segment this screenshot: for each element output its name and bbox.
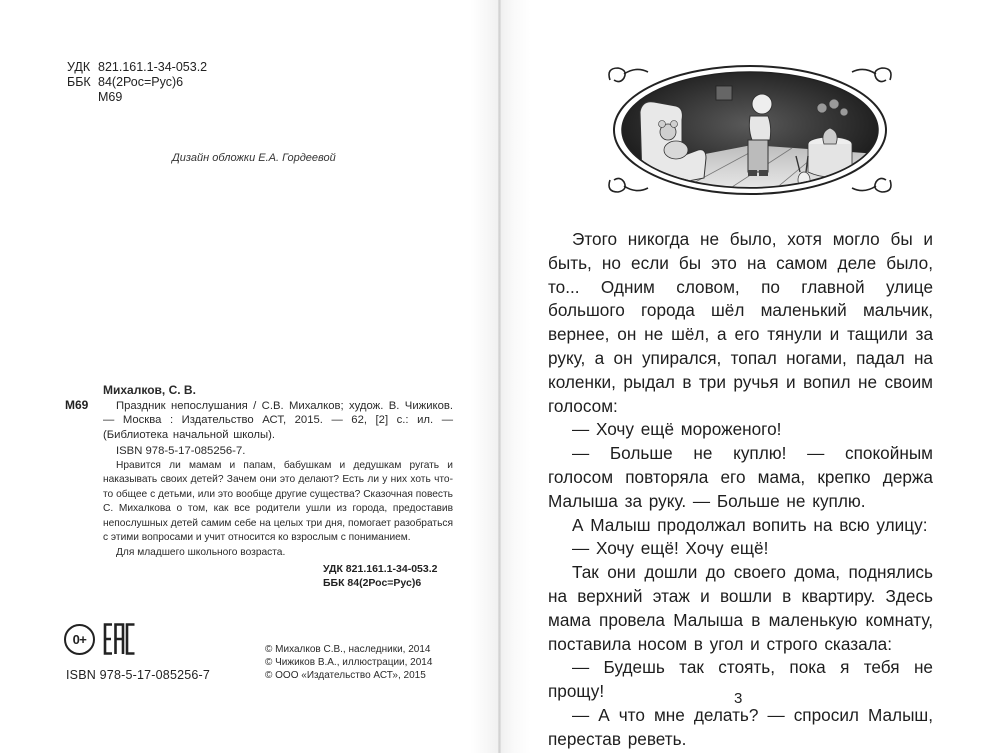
isbn: ISBN 978-5-17-085256-7 xyxy=(66,668,211,682)
page-number: 3 xyxy=(734,690,743,707)
catalog-card xyxy=(103,383,453,459)
catalog-codes-bold xyxy=(323,563,437,590)
author-mark: М69 xyxy=(98,90,123,104)
author-mark-row xyxy=(67,90,207,105)
catalog-udk: УДК 821.161.1-34-053.2 xyxy=(323,563,438,575)
copyright-line: © Михалков С.В., наследники, 2014 xyxy=(265,644,431,655)
eac-conformity-icon xyxy=(103,623,137,655)
catalog-code: М69 xyxy=(65,398,89,412)
annotation xyxy=(103,459,453,561)
bbk-row xyxy=(67,75,207,90)
udk-row xyxy=(67,60,207,75)
catalog-isbn: ISBN 978-5-17-085256-7. xyxy=(116,445,246,457)
annotation-text: Нравится ли мамам и папам, бабушкам и дедушкам ругать и наказывать своих детей? Зачем они это делают? Есть ли у них хоть что-то общее с детьми, или это вообще другие существа? Сказочная повесть С. Михалкова о том, как все родители ушли из города, предоставив непослушных детей самим себе на целых три дня, помогает разобраться с этими вопросами и учит относится ко взрослым с пониманием. xyxy=(103,460,453,544)
catalog-bbk: ББК 84(2Рос=Рус)6 xyxy=(323,576,422,589)
age-rating-badge xyxy=(64,624,95,655)
empty-key xyxy=(67,90,98,105)
certification-marks xyxy=(64,623,137,655)
udk-value: 821.161.1-34-053.2 xyxy=(98,60,208,74)
story-paragraph: — Хочу ещё! Хочу ещё! xyxy=(572,538,769,559)
story-paragraph: Так они дошли до своего дома, поднялись на верхний этаж и вошли в квартиру. Здесь мама провела Малыша в маленькую комнату, поставила носом в угол и строго сказала: xyxy=(548,562,933,654)
copyright-line: © Чижиков В.А., иллюстрации, 2014 xyxy=(265,657,433,668)
age-rating-text: 0+ xyxy=(72,631,87,647)
copyright-line: © ООО «Издательство АСТ», 2015 xyxy=(265,670,426,681)
story-paragraph: — Хочу ещё мороженого! xyxy=(572,419,782,440)
cover-design-credit: Дизайн обложки Е.А. Гордеевой xyxy=(172,152,336,164)
catalog-entry: Праздник непослушания / С.В. Михалков; худож. В. Чижиков. — Москва : Издательство АСТ, 2015. — 62, [2] с.: ил. — (Библиотека начальной школы). xyxy=(103,399,453,441)
bbk-value: 84(2Рос=Рус)6 xyxy=(98,75,184,89)
copyright-block xyxy=(265,643,432,682)
oval-illustration xyxy=(602,60,898,200)
gutter-shadow xyxy=(470,0,499,753)
udk-key: УДК xyxy=(67,60,91,74)
bbk-key: ББК xyxy=(67,75,91,89)
story-paragraph: — Больше не куплю! — спокойным голосом повторяла его мама, крепко держа Малыша за руку. — Больше не куплю. xyxy=(548,443,933,511)
story-paragraph: — А что мне делать? — спросил Малыш, перестав реветь. xyxy=(548,704,933,749)
story-text xyxy=(548,228,933,752)
age-note: Для младшего школьного возраста. xyxy=(116,547,286,559)
story-paragraph: — Будешь так стоять, пока я тебя не прощу! xyxy=(548,657,933,702)
imprint-page xyxy=(0,0,499,753)
story-paragraph: Этого никогда не было, хотя могло бы и быть, но если бы это на самом деле было, то... Одним словом, по главной улице большого города шёл маленький мальчик, вернее, он не шёл, а его тянули и тащили за руку, а он упирался, топал ногами, падал на коленки, рыдал в три ручья и вопил не своим голосом: xyxy=(548,229,933,416)
classification-codes xyxy=(67,60,207,105)
catalog-author: Михалков, С. В. xyxy=(103,383,196,397)
story-paragraph: А Малыш продолжал вопить на всю улицу: xyxy=(572,514,928,535)
